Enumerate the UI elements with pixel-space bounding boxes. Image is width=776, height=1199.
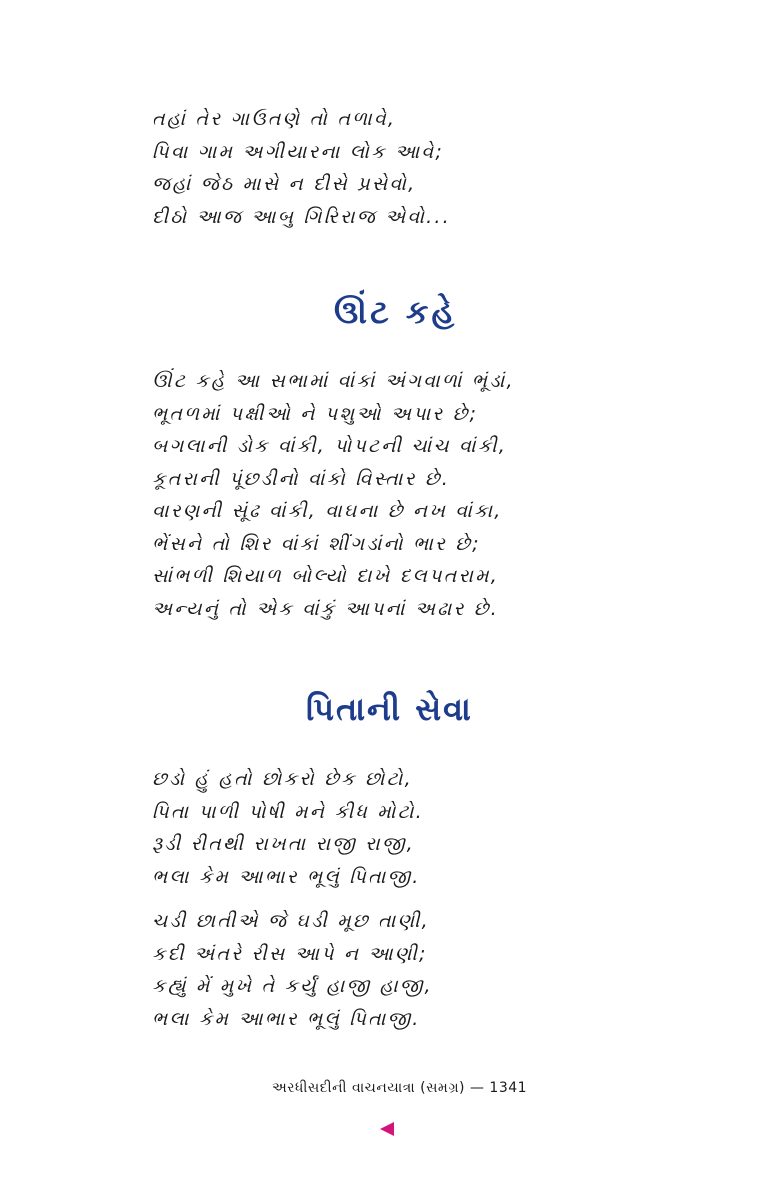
poem-line: રૂડી રીતથી રાખતા રાજી રાજી, xyxy=(152,833,415,855)
poem-line: જહાં જેઠ માસે ન દીસે પ્રસેવો, xyxy=(152,173,417,195)
poem-title-unt-kahe: ઊંટ કહે xyxy=(334,293,458,331)
poem-3-stanza-2 xyxy=(152,905,433,1035)
poem-line: ભેંસને તો શિર વાંકાં શીંગડાંનો ભાર છે; xyxy=(152,532,481,555)
poem-1-stanza xyxy=(152,103,451,233)
poem-3-stanza-1 xyxy=(152,763,424,893)
poem-line: ચડી છાતીએ જે ઘડી મૂછ તાણી, xyxy=(152,910,430,932)
footer-separator: — xyxy=(469,1080,485,1096)
poem-line: કૂતરાની પૂંછડીનો વાંકો વિસ્તાર છે. xyxy=(152,467,451,490)
poem-line: પિતા પાળી પોષી મને કીધ મોટો. xyxy=(152,800,424,823)
poem-line: ભલા કેમ આભાર ભૂલું પિતાજી. xyxy=(152,1007,421,1030)
page-number: 1341 xyxy=(489,1080,528,1096)
poem-line: અન્યનું તો એક વાંકું આપનાં અઢાર છે. xyxy=(152,597,499,620)
poem-line: ભૂતળમાં પક્ષીઓ ને પશુઓ અપાર છે; xyxy=(152,402,479,425)
poem-line: કહ્યું મેં મુખે તે કર્યું હાજી હાજી, xyxy=(152,975,433,997)
poem-line: સાંભળી શિયાળ બોલ્યો દાખે દલપતરામ, xyxy=(152,565,499,587)
page-footer xyxy=(272,1080,527,1096)
poem-line: દીઠો આજ આબુ ગિરિરાજ એવો... xyxy=(152,205,451,228)
poem-line: કદી અંતરે રીસ આપે ન આણી; xyxy=(152,942,428,965)
poem-title-pitani-seva: પિતાની સેવા xyxy=(306,690,473,728)
poem-line: ભલા કેમ આભાર ભૂલું પિતાજી. xyxy=(152,865,421,888)
left-triangle-icon[interactable] xyxy=(380,1122,394,1136)
poem-line: ઊંટ કહે આ સભામાં વાંકાં અંગવાળાં ભૂંડાં, xyxy=(152,370,515,392)
book-title: અરધીસદીની વાચનયાત્રા (સમગ્ર) xyxy=(272,1080,466,1096)
poem-line: છડો હું હતો છોકરો છેક છોટો, xyxy=(152,768,413,790)
poem-line: તહાં તેર ગાઉતણે તો તળાવે, xyxy=(152,108,397,130)
poem-2-stanza xyxy=(152,365,515,625)
poem-line: બગલાની ડોક વાંકી, પોપટની ચાંચ વાંકી, xyxy=(152,435,508,457)
poem-line: વારણની સૂંઢ વાંકી, વાઘના છે નખ વાંકા, xyxy=(152,500,503,522)
poem-line: પિવા ગામ અગીયારના લોક આવે; xyxy=(152,140,444,163)
